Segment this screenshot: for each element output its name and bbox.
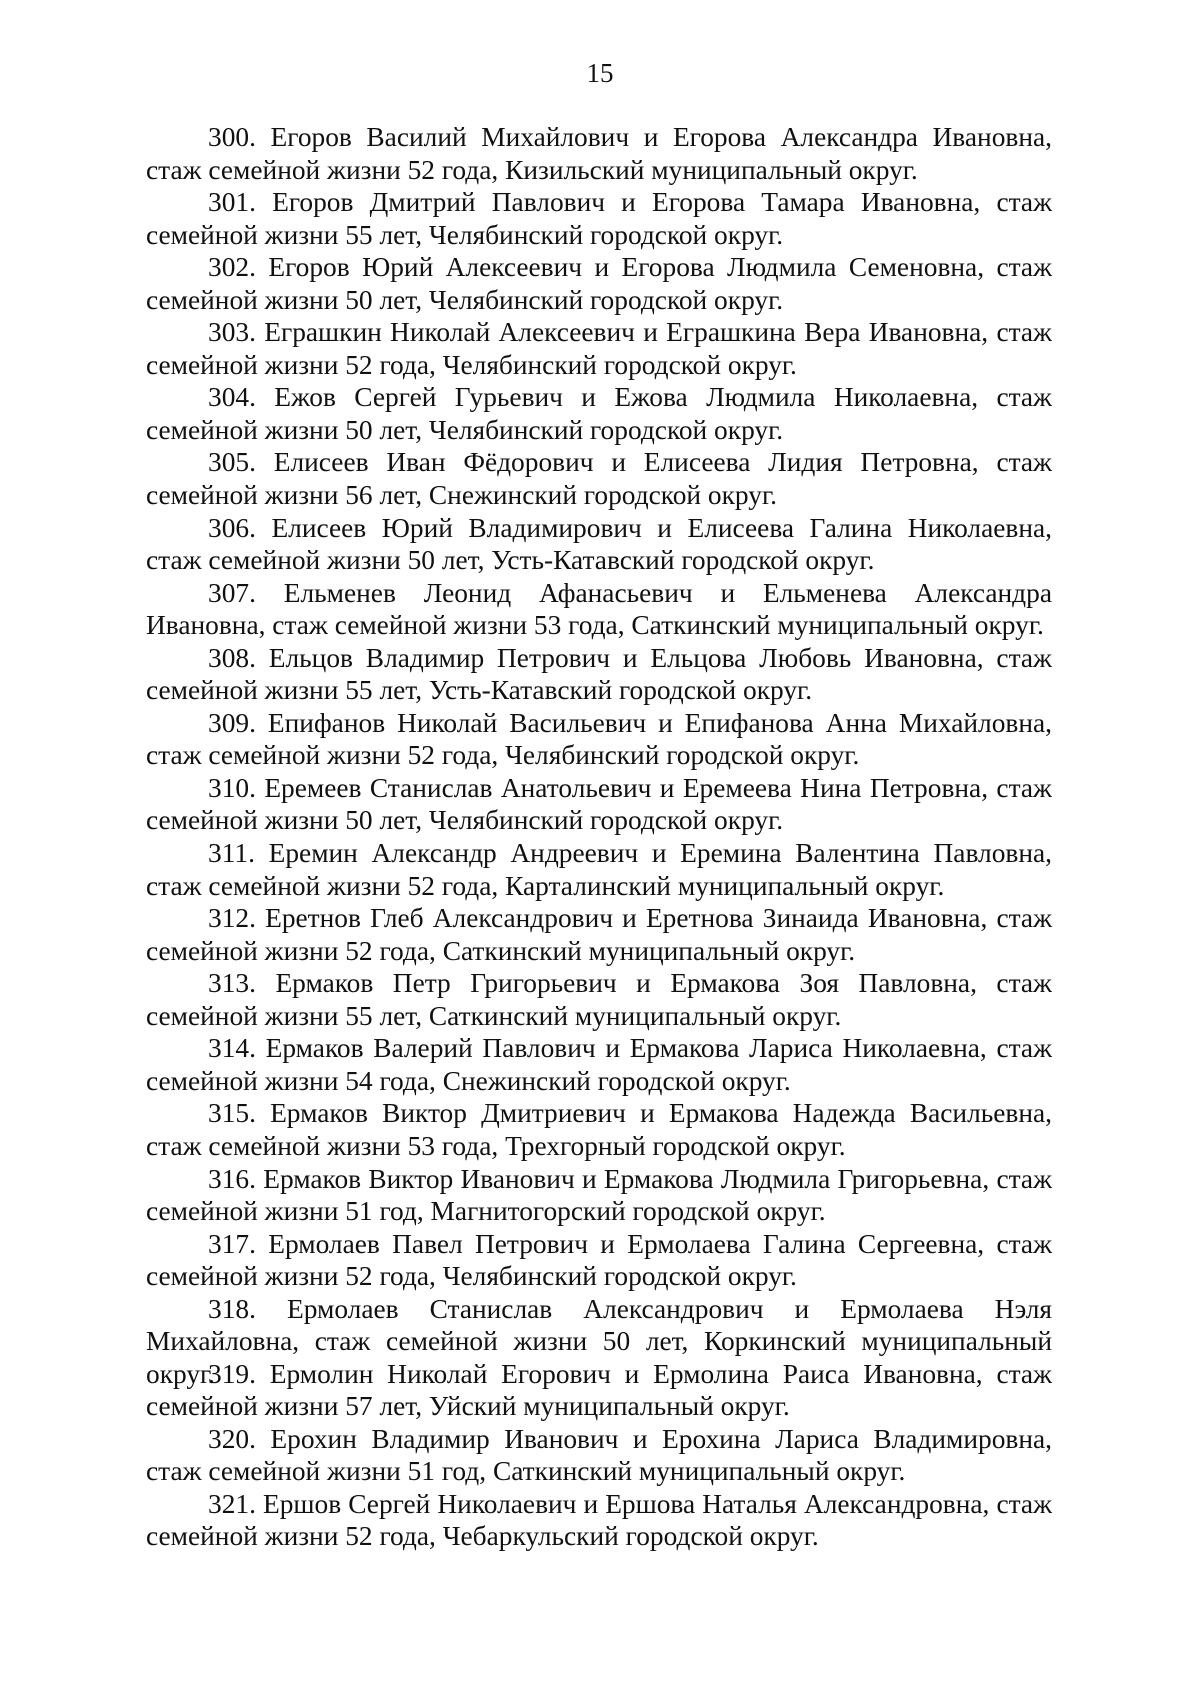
entry-text: Еремеев Станислав Анатольевич и Еремеева Нина Петровна, стаж семейной жизни 50 лет, Челябинский городской округ. [146, 772, 1052, 836]
entry-text: Ельменев Леонид Афанасьевич и Ельменева Александра Ивановна, стаж семейной жизни 53 года, Саткинский муниципальный округ. [146, 577, 1052, 641]
entry-text: Еграшкин Николай Алексеевич и Еграшкина Вера Ивановна, стаж семейной жизни 52 года, Челябинский городской округ. [146, 317, 1052, 380]
entry-number: 315. [208, 1098, 256, 1129]
list-item [146, 772, 1052, 837]
entry-number: 310. [208, 772, 256, 803]
entry-number: 308. [208, 642, 256, 673]
entry-text: Ермолин Николай Егорович и Ермолина Раиса Ивановна, стаж семейной жизни 57 лет, Уйский муниципальный округ. [146, 1358, 1052, 1422]
entry-number: 302. [208, 252, 256, 283]
list-item [146, 1032, 1052, 1097]
entry-text: Ельцов Владимир Петрович и Ельцова Любовь Ивановна, стаж семейной жизни 55 лет, Усть-Катавский городской округ. [146, 642, 1052, 706]
list-item [146, 1488, 1052, 1553]
entry-text: Ермаков Валерий Павлович и Ермакова Лариса Николаевна, стаж семейной жизни 54 года, Снежинский городской округ. [146, 1033, 1052, 1096]
entry-number: 309. [208, 707, 256, 738]
list-item [146, 1163, 1052, 1228]
list-item [146, 642, 1052, 707]
entry-number: 316. [208, 1163, 256, 1194]
entry-text: Еретнов Глеб Александрович и Еретнова Зинаида Ивановна, стаж семейной жизни 52 года, Саткинский муниципальный округ. [146, 903, 1052, 966]
entry-text: Ежов Сергей Гурьевич и Ежова Людмила Николаевна, стаж семейной жизни 50 лет, Челябинский городской округ. [146, 382, 1052, 445]
list-item [146, 967, 1052, 1032]
list-item [146, 446, 1052, 511]
entry-number: 305. [208, 447, 256, 478]
list-item [146, 577, 1052, 642]
entry-number: 311. [208, 838, 255, 869]
entry-number: 307. [208, 577, 256, 608]
list-item [146, 707, 1052, 772]
entry-text: Ермаков Виктор Дмитриевич и Ермакова Надежда Васильевна, стаж семейной жизни 53 года, Трехгорный городской округ. [146, 1098, 1052, 1161]
list-item [146, 1097, 1052, 1162]
entry-number: 306. [208, 512, 256, 543]
entry-text: Епифанов Николай Васильевич и Епифанова Анна Михайловна, стаж семейной жизни 52 года, Челябинский городской округ. [146, 707, 1052, 771]
list-item [146, 1423, 1052, 1488]
entry-number: 300. [208, 122, 256, 152]
list-item [146, 121, 1052, 186]
entry-text: Елисеев Иван Фёдорович и Елисеева Лидия Петровна, стаж семейной жизни 56 лет, Снежинский городской округ. [146, 447, 1052, 510]
list-item [146, 902, 1052, 967]
list-item [146, 381, 1052, 446]
list-item [146, 837, 1052, 902]
entry-number: 320. [208, 1423, 256, 1454]
entry-number: 303. [208, 317, 256, 348]
list-item [146, 1228, 1052, 1293]
entry-text: Егоров Дмитрий Павлович и Егорова Тамара Ивановна, стаж семейной жизни 55 лет, Челябинский городской округ. [146, 187, 1052, 250]
entry-text: Еремин Александр Андреевич и Еремина Валентина Павловна, стаж семейной жизни 52 года, Карталинский муниципальный округ. [146, 838, 1052, 901]
entry-text: Егоров Юрий Алексеевич и Егорова Людмила Семеновна, стаж семейной жизни 50 лет, Челябинский городской округ. [146, 252, 1052, 315]
list-item [146, 251, 1052, 316]
entry-number: 312. [208, 903, 256, 934]
list-item [146, 1358, 1052, 1423]
entry-text: Ермаков Петр Григорьевич и Ермакова Зоя Павловна, стаж семейной жизни 55 лет, Саткинский муниципальный округ. [146, 968, 1052, 1031]
entry-number: 318. [208, 1293, 256, 1324]
entry-number: 321. [208, 1488, 256, 1519]
entry-text: Ерохин Владимир Иванович и Ерохина Лариса Владимировна, стаж семейной жизни 51 год, Саткинский муниципальный округ. [146, 1423, 1052, 1487]
entry-text: Егоров Василий Михайлович и Егорова Александра Ивановна, стаж семейной жизни 52 года, Кизильский муниципальный округ. [146, 122, 1052, 185]
entry-text: Ермолаев Павел Петрович и Ермолаева Галина Сергеевна, стаж семейной жизни 52 года, Челябинский городской округ. [146, 1228, 1052, 1292]
entry-text: Елисеев Юрий Владимирович и Елисеева Галина Николаевна, стаж семейной жизни 50 лет, Усть-Катавский городской округ. [146, 512, 1052, 576]
list-item [146, 186, 1052, 251]
entry-number: 304. [208, 382, 256, 413]
entry-number: 313. [208, 968, 256, 999]
entry-text: Ермаков Виктор Иванович и Ермакова Людмила Григорьевна, стаж семейной жизни 51 год, Магнитогорский городской округ. [146, 1163, 1052, 1226]
page-number: 15 [586, 58, 614, 88]
entry-number: 314. [208, 1033, 256, 1064]
entries-list [146, 121, 1052, 1553]
list-item [146, 512, 1052, 577]
list-item [146, 316, 1052, 381]
entry-number: 301. [208, 187, 256, 218]
entry-number: 319. [208, 1358, 256, 1389]
entry-text: Ершов Сергей Николаевич и Ершова Наталья Александровна, стаж семейной жизни 52 года, Чебаркульский городской округ. [146, 1488, 1052, 1552]
entry-number: 317. [208, 1228, 256, 1259]
entry-text: Ермолаев Станислав Александрович и Ермолаева Нэля Михайловна, стаж семейной жизни 50 лет, Коркинский муниципальный округ. [146, 1293, 1052, 1389]
